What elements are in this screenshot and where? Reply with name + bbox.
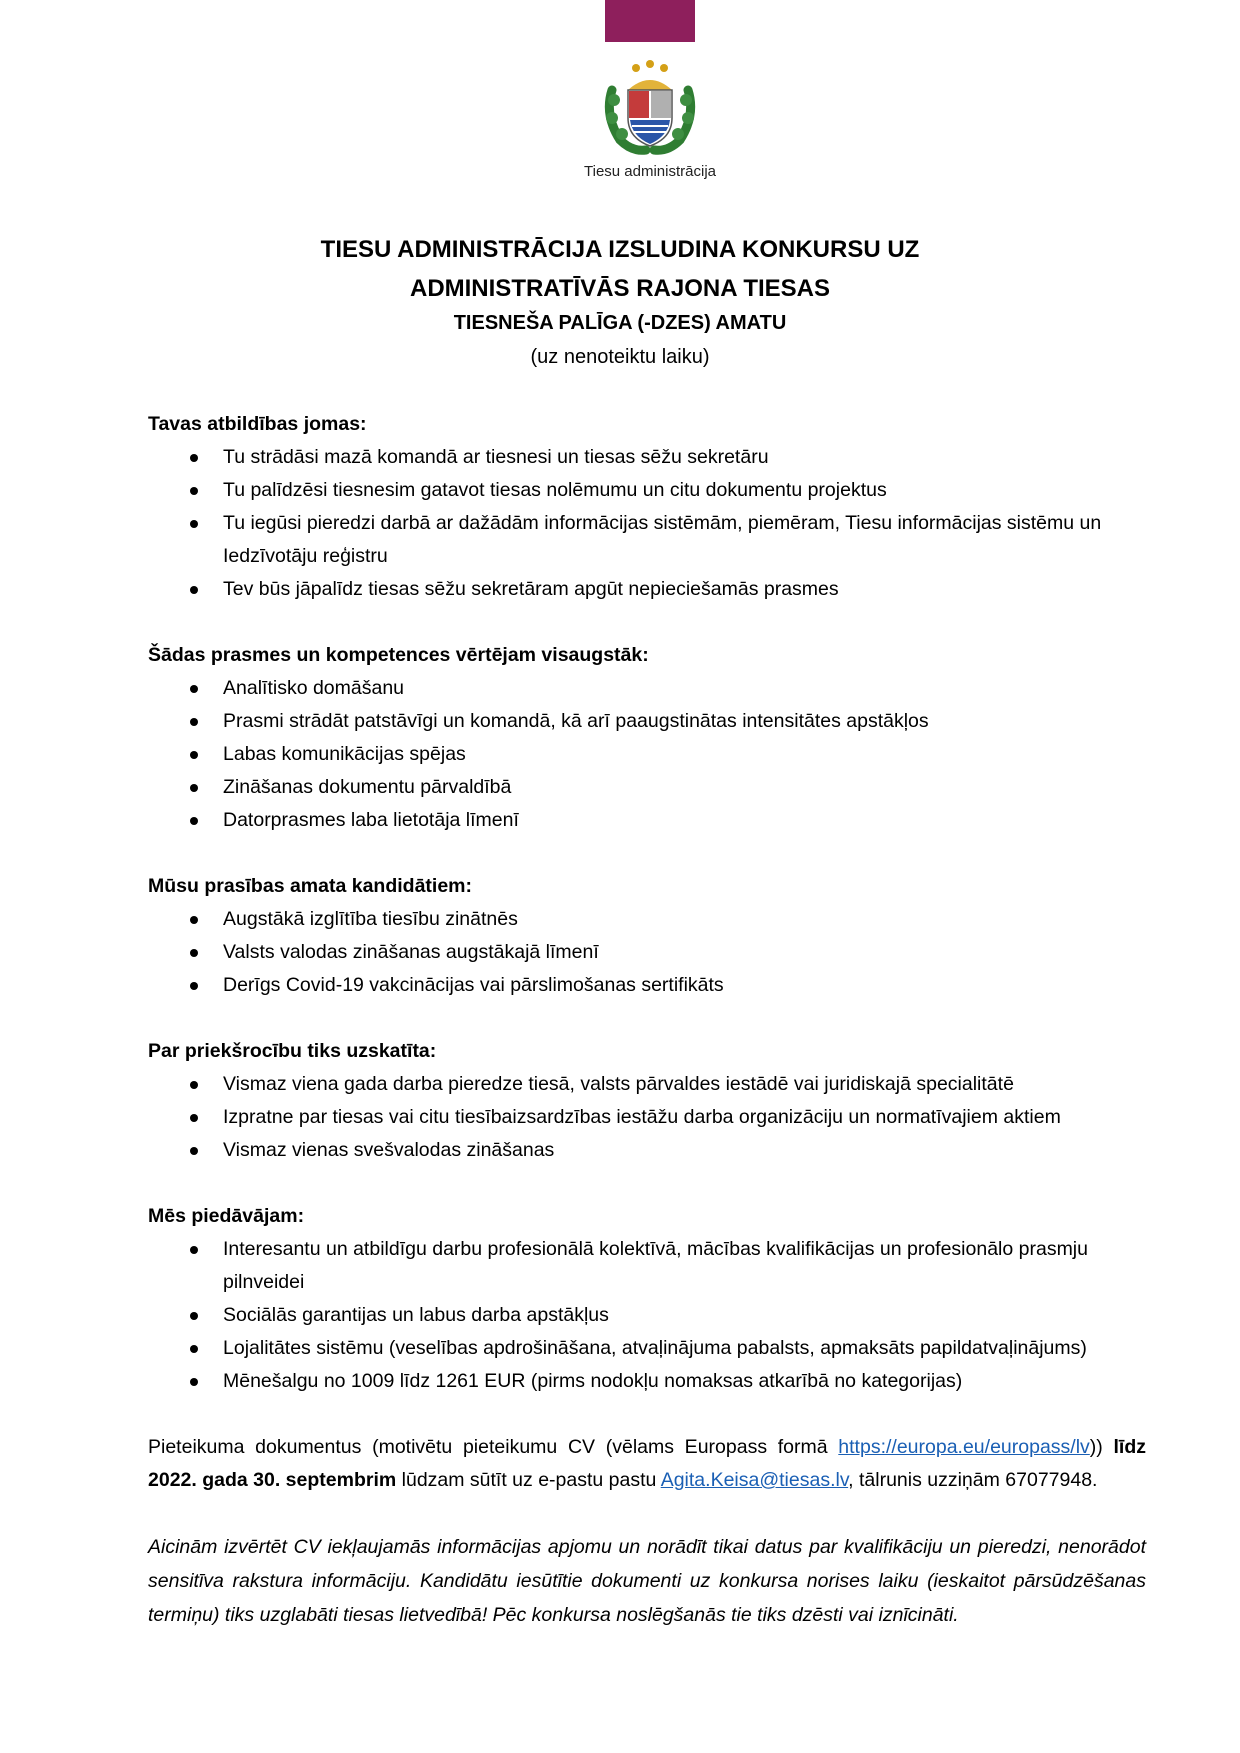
coat-of-arms-icon [602,60,698,160]
page-title-line-3: TIESNEŠA PALĪGA (-DZES) AMATU [453,312,787,334]
list-item: Analītisko domāšanu [148,672,1146,705]
logo-caption: Tiesu administrācija [584,163,716,180]
europass-link[interactable]: https://europa.eu/europass/lv [838,1436,1090,1458]
list-item: Tev būs jāpalīdz tiesas sēžu sekretāram apgūt nepieciešamās prasmes [148,573,1146,606]
list-item: Derīgs Covid-19 vakcinācijas vai pārslimošanas sertifikāts [148,969,1146,1002]
offer-list [148,1233,1146,1398]
list-item: Prasmi strādāt patstāvīgi un komandā, kā arī paaugstinātas intensitātes apstākļos [148,705,1146,738]
offer-heading: Mēs piedāvājam: [148,1205,305,1227]
list-item: Tu strādāsi mazā komandā ar tiesnesi un tiesas sēžu sekretāru [148,441,1146,474]
application-text-4: , tālrunis uzziņām 67077948. [848,1469,1098,1491]
advantages-list [148,1068,1146,1167]
logo [540,0,720,225]
list-item: Valsts valodas zināšanas augstākajā līmenī [148,936,1146,969]
application-text-3: lūdzam sūtīt uz e-pastu pastu [396,1469,661,1491]
application-paragraph [148,1431,1146,1497]
application-text-1: Pieteikuma dokumentus (motivētu pieteikumu CV (vēlams Europass formā [148,1436,839,1458]
list-item: Tu iegūsi pieredzi darbā ar dažādām informācijas sistēmām, piemēram, Tiesu informācijas sistēmu un Iedzīvotāju reģistru [148,507,1146,573]
document-body [148,408,1146,1632]
list-item: Mēnešalgu no 1009 līdz 1261 EUR (pirms nodokļu nomaksas atkarībā no kategorijas) [148,1365,1146,1398]
list-item: Zināšanas dokumentu pārvaldībā [148,771,1146,804]
requirements-heading: Mūsu prasības amata kandidātiem: [148,875,473,897]
skills-list [148,672,1146,837]
page-subtitle: (uz nenoteiktu laiku) [530,346,710,368]
list-item: Augstākā izglītība tiesību zinātnēs [148,903,1146,936]
brand-bar [605,0,695,42]
list-item: Labas komunikācijas spējas [148,738,1146,771]
email-link[interactable]: Agita.Keisa@tiesas.lv [660,1469,849,1491]
page-title-line-1: TIESU ADMINISTRĀCIJA IZSLUDINA KONKURSU UZ [320,236,920,263]
requirements-list [148,903,1146,1002]
list-item: Tu palīdzēsi tiesnesim gatavot tiesas nolēmumu un citu dokumentu projektus [148,474,1146,507]
responsibilities-list [148,441,1146,606]
application-text-2: )) [1089,1436,1103,1458]
list-item: Vismaz vienas svešvalodas zināšanas [148,1134,1146,1167]
application-deadline: līdz 2022. gada 30. septembrim [148,1436,1146,1491]
responsibilities-heading: Tavas atbildības jomas: [148,413,367,435]
list-item: Datorprasmes laba lietotāja līmenī [148,804,1146,837]
advantages-heading: Par priekšrocību tiks uzskatīta: [148,1040,437,1062]
skills-heading: Šādas prasmes un kompetences vērtējam visaugstāk: [148,644,649,666]
list-item: Lojalitātes sistēmu (veselības apdrošināšana, atvaļinājuma pabalsts, apmaksāts papildatvaļinājums) [148,1332,1146,1365]
list-item: Izpratne par tiesas vai citu tiesībaizsardzības iestāžu darba organizāciju un normatīvajiem aktiem [148,1101,1146,1134]
page-title-line-2: ADMINISTRATĪVĀS RAJONA TIESAS [409,275,831,302]
privacy-notice: Aicinām izvērtēt CV iekļaujamās informācijas apjomu un norādīt tikai datus par kvalifikāciju un pieredzi, nenorādot sensitīva rakstura informāciju. Kandidātu iesūtītie dokumenti uz konkursa norises laiku (ieskaitot pārsūdzēšanas termiņu) tiks uzglabāti tiesas lietvedībā! Pēc konkursa noslēgšanās tie tiks dzēsti vai iznīcināti. [148,1536,1146,1626]
list-item: Interesantu un atbildīgu darbu profesionālā kolektīvā, mācības kvalifikācijas un profesionālo prasmju pilnveidei [148,1233,1146,1299]
list-item: Vismaz viena gada darba pieredze tiesā, valsts pārvaldes iestādē vai juridiskajā specialitātē [148,1068,1146,1101]
list-item: Sociālās garantijas un labus darba apstākļus [148,1299,1146,1332]
